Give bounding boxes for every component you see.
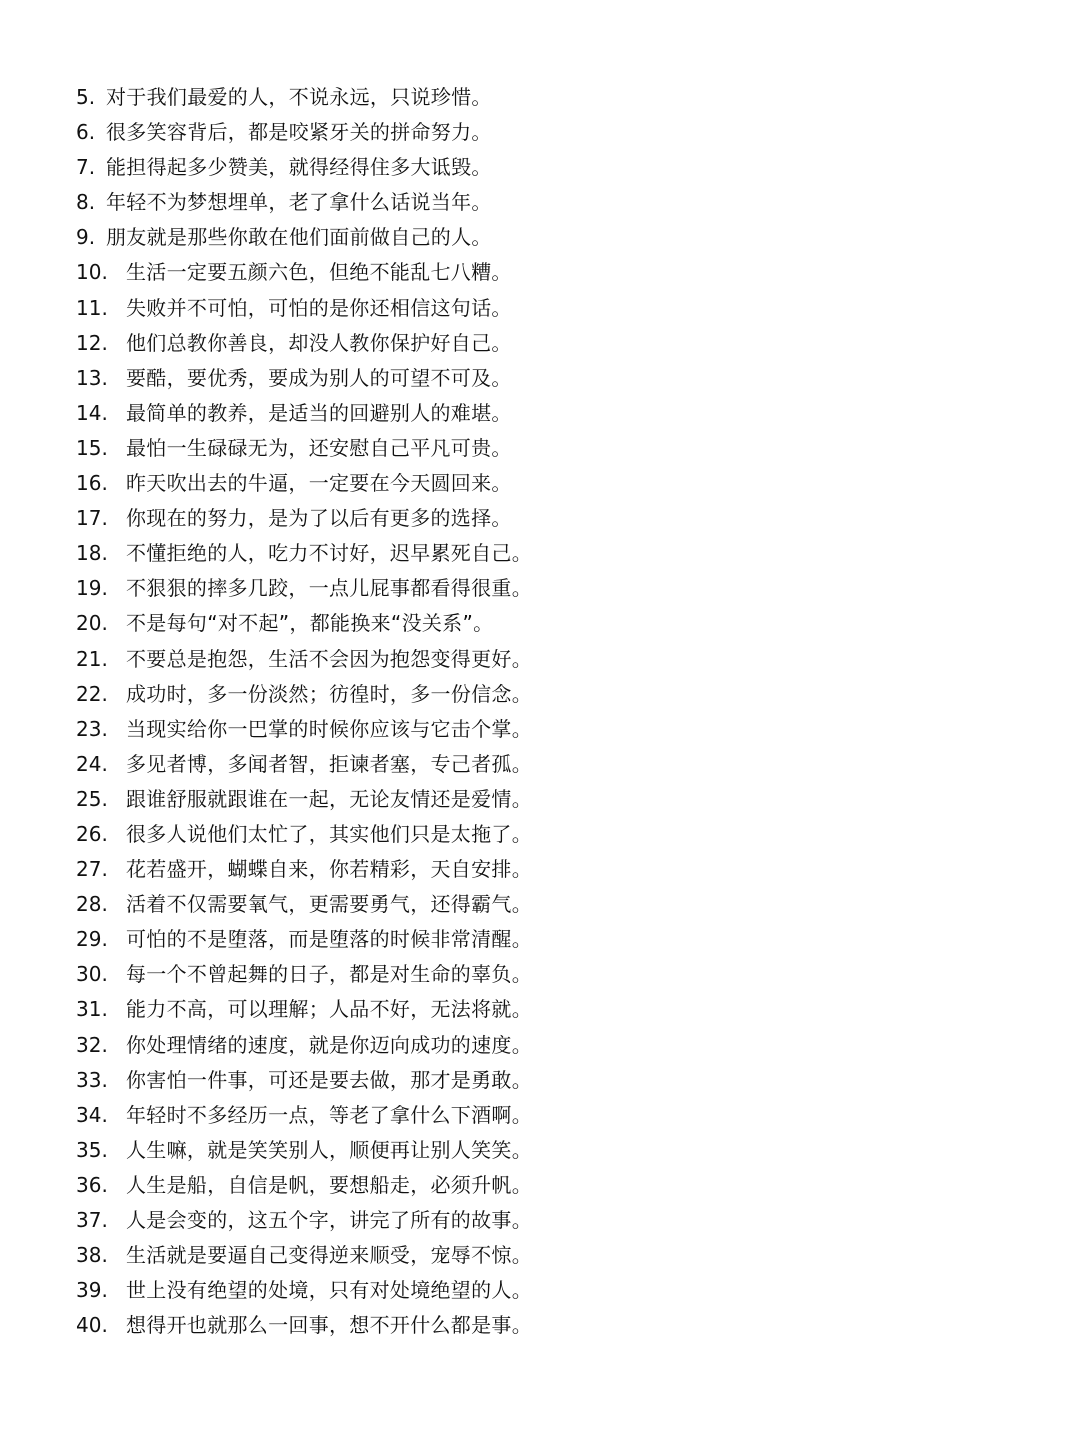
item-number: 27. bbox=[76, 857, 108, 882]
item-text: 最怕一生碌碌无为，还安慰自己平凡可贵。 bbox=[126, 435, 512, 460]
item-text: 不懂拒绝的人，吃力不讨好，迟早累死自己。 bbox=[126, 541, 532, 566]
item-number: 14. bbox=[76, 400, 108, 425]
item-number: 31. bbox=[76, 997, 108, 1022]
item-number: 18. bbox=[76, 541, 108, 566]
list-item bbox=[76, 220, 532, 255]
item-number: 25. bbox=[76, 786, 108, 811]
item-number: 13. bbox=[76, 365, 108, 390]
item-number: 22. bbox=[76, 681, 108, 706]
item-number: 26. bbox=[76, 821, 108, 846]
item-text: 可怕的不是堕落，而是堕落的时候非常清醒。 bbox=[126, 927, 532, 952]
item-number: 30. bbox=[76, 962, 108, 987]
item-number: 36. bbox=[76, 1172, 108, 1197]
item-text: 成功时，多一份淡然；彷徨时，多一份信念。 bbox=[126, 681, 532, 706]
item-number: 37. bbox=[76, 1208, 108, 1232]
item-text: 跟谁舒服就跟谁在一起，无论友情还是爱情。 bbox=[126, 786, 532, 811]
item-number: 7. bbox=[76, 155, 96, 180]
item-number: 19. bbox=[76, 576, 108, 601]
list-item bbox=[76, 80, 532, 115]
list-item bbox=[76, 150, 532, 185]
item-number: 9. bbox=[76, 225, 96, 250]
item-number: 40. bbox=[76, 1313, 108, 1338]
item-text: 每一个不曾起舞的日子，都是对生命的辜负。 bbox=[126, 962, 532, 987]
item-text: 不狠狠的摔多几跤，一点儿屁事都看得很重。 bbox=[126, 576, 532, 601]
item-number: 6. bbox=[76, 120, 96, 145]
list-item bbox=[76, 712, 532, 747]
item-number: 23. bbox=[76, 716, 108, 741]
list-item bbox=[76, 957, 532, 992]
item-text: 想得开也就那么一回事，想不开什么都是事。 bbox=[126, 1313, 532, 1338]
list-item bbox=[76, 396, 532, 431]
list-item bbox=[76, 1203, 532, 1238]
item-text: 要酷，要优秀，要成为别人的可望不可及。 bbox=[126, 365, 512, 390]
list-item bbox=[76, 782, 532, 817]
list-item bbox=[76, 326, 532, 361]
item-text: 朋友就是那些你敢在他们面前做自己的人。 bbox=[106, 225, 492, 250]
list-item bbox=[76, 115, 532, 150]
list-item bbox=[76, 185, 532, 220]
list-item bbox=[76, 606, 532, 641]
item-text: 能力不高，可以理解；人品不好，无法将就。 bbox=[126, 997, 532, 1022]
item-number: 29. bbox=[76, 927, 108, 952]
item-text: 很多人说他们太忙了，其实他们只是太拖了。 bbox=[126, 821, 532, 846]
item-number: 16. bbox=[76, 471, 108, 496]
item-number: 10. bbox=[76, 260, 108, 285]
item-text: 你处理情绪的速度，就是你迈向成功的速度。 bbox=[126, 1032, 532, 1057]
list-item bbox=[76, 642, 532, 677]
item-number: 32. bbox=[76, 1032, 108, 1057]
item-text: 生活就是要逼自己变得逆来顺受，宠辱不惊。 bbox=[126, 1243, 532, 1268]
item-number: 11. bbox=[76, 295, 108, 320]
item-number: 24. bbox=[76, 751, 108, 776]
list-item bbox=[76, 992, 532, 1027]
item-text: 花若盛开，蝴蝶自来，你若精彩，天自安排。 bbox=[126, 857, 532, 882]
list-item bbox=[76, 431, 532, 466]
item-text: 生活一定要五颜六色，但绝不能乱七八糟。 bbox=[126, 260, 512, 285]
item-number: 35. bbox=[76, 1137, 108, 1162]
item-text: 世上没有绝望的处境，只有对处境绝望的人。 bbox=[126, 1278, 532, 1303]
item-text: 你现在的努力，是为了以后有更多的选择。 bbox=[126, 506, 512, 531]
item-number: 33. bbox=[76, 1067, 108, 1092]
list-item bbox=[76, 1098, 532, 1133]
item-number: 39. bbox=[76, 1278, 108, 1303]
item-number: 34. bbox=[76, 1102, 108, 1127]
list-item bbox=[76, 571, 532, 606]
item-text: 能担得起多少赞美，就得经得住多大诋毁。 bbox=[106, 155, 492, 180]
list-item bbox=[76, 677, 532, 712]
item-number: 20. bbox=[76, 611, 108, 636]
item-number: 8. bbox=[76, 190, 96, 215]
item-number: 21. bbox=[76, 646, 108, 671]
item-text: 活着不仅需要氧气，更需要勇气，还得霸气。 bbox=[126, 892, 532, 917]
item-number: 38. bbox=[76, 1243, 108, 1268]
list-item bbox=[76, 887, 532, 922]
list-item bbox=[76, 361, 532, 396]
item-text: 你害怕一件事，可还是要去做，那才是勇敢。 bbox=[126, 1067, 532, 1092]
item-number: 28. bbox=[76, 892, 108, 917]
item-text: 不是每句“对不起”，都能换来“没关系”。 bbox=[126, 611, 494, 636]
item-text: 年轻不为梦想埋单，老了拿什么话说当年。 bbox=[106, 190, 492, 215]
item-number: 15. bbox=[76, 435, 108, 460]
list-item bbox=[76, 1238, 532, 1273]
item-text: 人是会变的，这五个字，讲完了所有的故事。 bbox=[126, 1208, 532, 1232]
item-text: 很多笑容背后，都是咬紧牙关的拼命努力。 bbox=[106, 120, 492, 145]
item-text: 年轻时不多经历一点，等老了拿什么下酒啊。 bbox=[126, 1102, 532, 1127]
item-text: 当现实给你一巴掌的时候你应该与它击个掌。 bbox=[126, 716, 532, 741]
list-item bbox=[76, 1308, 532, 1343]
item-number: 5. bbox=[76, 85, 96, 109]
quote-list bbox=[76, 80, 532, 1343]
list-item bbox=[76, 747, 532, 782]
item-text: 最简单的教养，是适当的回避别人的难堪。 bbox=[126, 400, 512, 425]
list-item bbox=[76, 466, 532, 501]
list-item bbox=[76, 852, 532, 887]
item-text: 昨天吹出去的牛逼，一定要在今天圆回来。 bbox=[126, 471, 512, 496]
list-item bbox=[76, 1273, 532, 1308]
list-item bbox=[76, 1028, 532, 1063]
list-item bbox=[76, 291, 532, 326]
list-item bbox=[76, 255, 532, 290]
list-item bbox=[76, 536, 532, 571]
item-number: 17. bbox=[76, 506, 108, 531]
list-item bbox=[76, 817, 532, 852]
item-text: 他们总教你善良，却没人教你保护好自己。 bbox=[126, 330, 512, 355]
list-item bbox=[76, 1168, 532, 1203]
list-item bbox=[76, 1133, 532, 1168]
item-text: 失败并不可怕，可怕的是你还相信这句话。 bbox=[126, 295, 512, 320]
item-text: 对于我们最爱的人，不说永远，只说珍惜。 bbox=[106, 85, 492, 109]
list-item bbox=[76, 922, 532, 957]
item-text: 人生嘛，就是笑笑别人，顺便再让别人笑笑。 bbox=[126, 1137, 532, 1162]
item-text: 人生是船，自信是帆，要想船走，必须升帆。 bbox=[126, 1172, 532, 1197]
item-number: 12. bbox=[76, 330, 108, 355]
item-text: 不要总是抱怨，生活不会因为抱怨变得更好。 bbox=[126, 646, 532, 671]
list-item bbox=[76, 1063, 532, 1098]
item-text: 多见者博，多闻者智，拒谏者塞，专己者孤。 bbox=[126, 751, 532, 776]
list-item bbox=[76, 501, 532, 536]
